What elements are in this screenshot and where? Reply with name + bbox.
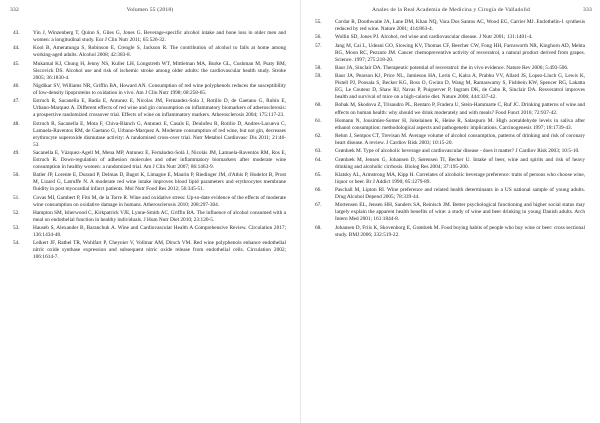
reference-item: [13, 30, 286, 44]
reference-text: Kool B, Ameratunga S, Robinson E, Crengle S, Jackson R. The contribution of alcohol to falls at home among working-aged adults. Alcohol 2008; 42:383-8.: [33, 45, 286, 59]
reference-number: 66.: [315, 187, 322, 194]
running-title: Anales de la Real Academia de Medicina y Cirugía de Valladolid: [372, 7, 530, 13]
reference-item: [13, 195, 286, 209]
reference-item: [315, 73, 585, 101]
reference-text: Yin J, Winzenberg T, Quinn S, Giles G, Jones G. Beverage-specific alcohol intake and bone loss in older men and women: a longitudinal study. Eur J Clin Nutr 2011; 65:526-32.: [33, 30, 286, 44]
reference-number: 55.: [315, 19, 322, 25]
reference-item: [315, 102, 585, 116]
right-page: [300, 0, 600, 423]
reference-item: [13, 150, 286, 171]
reference-item: [13, 225, 286, 239]
reference-number: 61.: [315, 117, 322, 124]
reference-number: 58.: [315, 64, 322, 71]
reference-number: 64.: [315, 156, 322, 163]
reference-item: [315, 202, 585, 223]
reference-item: [315, 225, 585, 239]
reference-item: [13, 45, 286, 59]
reference-number: 62.: [315, 133, 322, 140]
reference-text: Homann N, Jousimies-Somer H, Jokelainen K, Heine R, Salaspuro M. High acetaldehyde levels in saliva after ethanol consumption: methodological aspects and pathogenetic implications. Carcinogenesis 1997; 18:1739-43.: [335, 117, 585, 131]
reference-number: 57.: [315, 42, 322, 49]
reference-number: 60.: [315, 102, 322, 109]
reference-number: 44.: [13, 45, 20, 52]
reference-text: Grønbæk M, Jensen G, Johansen D, Sørensen TI, Becker U. Intake of beer, wine and spirits and risk of heavy drinking and alcoholic cirrhosis. Biolog Res 2004; 37:195-200.: [335, 156, 585, 170]
reference-text: Batler JP, Lorente E, Durand P, Delmas D, Bagot K, Limagne E, Maurin P, Riedinger JM, d'Athis P, Hudelot B, Prost M, Lizard G, Latruffe N. A moderate red wine intake improves blood lipid parameters and erythrocytes membrane fluidity in post myocardial infarct patients. Mol Nutr Food Res 2012; 56:345-51.: [33, 172, 286, 193]
reference-number: 43.: [13, 30, 20, 36]
reference-number: 68.: [315, 224, 322, 231]
reference-item: [13, 240, 286, 261]
reference-text: Estruch R, Sacanella E, Mota F, Chiva-Blanch G, Antunez E, Casals E, Deulofeu R, Rotilio D, Andres-Lacueva C, Lamuela-Raventos RM, de Gaetano G, Urbano-Marquez A. Moderate consumption of red wine, but not gin, decreases erythrocyte superoxide dismutase activity: A randomised cross-over trial. Nutr Metabol Cardiovasc Dis 2011; 21:46-53.: [33, 120, 286, 148]
reference-item: [13, 210, 286, 224]
reference-item: [315, 133, 585, 147]
reference-text: Cordar R, Douthwaite JA, Lane DM, Khan NQ, Vaca Dos Santos AC, Wood EG, Carrier MJ. Endothelin-1 synthesis reduced by red wine. Nature 2001; 414:863-4.: [335, 19, 585, 33]
reference-item: [315, 157, 585, 171]
reference-number: 49.: [13, 149, 20, 156]
reference-text: Grønbæk M. Type of alcoholic beverage and cardiovascular disease - does it matter? J Cardiov Risk 2003; 10:5-10.: [335, 148, 580, 155]
reference-number: 65.: [315, 171, 322, 178]
reference-text: Baur JA, Pearson KJ, Price NL, Jamieson HA, Lerin C, Kalra A, Prabhu VV, Allard JS, Lopez-Lluch G, Lewis K, Pistell PJ, Poosala S, Becker KG, Boss O, Gwinn D, Wang M, Ramaswamy S, Fishbein KW, Spencer RG, Lakatta EG, Le Couteur D, Shaw RJ, Navas P, Puigserver P, Ingram DK, de Cabo R, Sinclair DA. Resveratrol improves health and survival of mice on a high-calorie diet. Nature 2006; 444:337-42.: [335, 73, 585, 101]
reference-number: 51.: [13, 194, 20, 201]
reference-item: [315, 43, 585, 64]
reference-item: [315, 187, 585, 201]
reference-number: 47.: [13, 98, 20, 105]
reference-number: 46.: [13, 82, 20, 89]
reference-text: Jang M, Cai L, Udeani GO, Slowing KV, Thomas CF, Beecher CW, Fong HH, Farnsworth NR, Kinghorn AD, Mehta RG, Moon RC, Pezzuto JM. Cancer chemopreventive activity of resveratrol, a natural product derived from grapes. Science. 1997; 275:218-20.: [335, 42, 585, 63]
reference-number: 63.: [315, 148, 322, 155]
running-head: [301, 7, 600, 17]
reference-text: Johansen D, Friis K, Skovenborg E, Grønbæk M. Food buying habits of people who buy wine or beer: cross sectional study. BMJ 2006; 332:519-22.: [335, 224, 585, 238]
reference-number: 56.: [315, 34, 322, 41]
journal-volume: Volumen 55 (2018): [126, 7, 174, 13]
reference-item: [13, 172, 286, 193]
reference-number: 59.: [315, 73, 322, 80]
page-number: 333: [583, 7, 592, 13]
reference-number: 48.: [13, 120, 20, 127]
reference-item: [315, 19, 585, 33]
page-number: 332: [10, 7, 19, 13]
reference-text: Covas MI, Gambert P, Fitó M, de la Torre R. Wine and oxidative stress: Up-to-date evidence of the effects of moderate wine consumption on oxidative damage in humans. Atherosclerosis 2010; 208:297-304.: [33, 194, 286, 208]
reference-item: [315, 172, 585, 186]
reference-item: [315, 148, 585, 155]
reference-text: Bobak M, Skodova Z, Trisaudro PL, Rentaro P, Fradera U, Stein-Hammarte C, Ruf JC. Drinking patterns of wine and effects on human health: why should we drink moderately and with meals? Food Funct 2016; 72:937-42.: [335, 102, 585, 116]
reference-text: Rehm J, Sempos CT, Trevisan M. Average volume of alcohol consumption, patterns of drinking and risk of coronary heart disease. A review. J Cardiov Risk 2003; 10:15-20.: [335, 133, 585, 147]
reference-item: [315, 34, 585, 41]
reference-text: Mukamal KJ, Chung H, Jenny NS, Kuller LH, Longstreth WT, Mittleman MA, Burke GL, Cushman M, Psaty BM, Siscovick DS. Alcohol use and risk of ischemic stroke among older adults: the cardiovascular health study. Stroke 2005; 36:1830-4.: [33, 60, 286, 81]
reference-item: [13, 83, 286, 97]
reference-item: [315, 118, 585, 132]
reference-text: Sacanella E, Vázquez-Agell M, Mena MP, Antunez E, Fernández-Solà J, Nicolás JM, Lamuela-Raventós RM, Ros E, Estruch R. Down-regulation of adhesion molecules and other inflammatory biomarkers after moderate wine consumption in healthy women: a randomized trial. Am J Clin Nutr 2007; 86:1463-9.: [33, 149, 286, 170]
reference-text: Hauseb S, Alexander B, Baranchuk A. Wine and Cardiovascular Health A Comprehensive Review. Circulation 2017; 136:1434-48.: [33, 225, 286, 239]
reference-number: 53.: [13, 225, 20, 232]
reference-text: Leikert JF, Rathel TR, Wohlfart P, Cheynier V, Vollmar AM, Dirsch VM. Red wine polyphenols enhance endothelial nitric oxide synthase expression and subsequent nitric oxide release from endothelial cells. Circulation 2002; 106:1614-7.: [33, 240, 286, 261]
reference-number: 52.: [13, 209, 20, 216]
reference-text: Wollin SD, Jones PJ. Alcohol, red wine and cardiovascular disease. J Nutr 2001; 131:1401-4.: [335, 34, 533, 41]
reference-number: 54.: [13, 240, 20, 247]
reference-number: 50.: [13, 172, 20, 179]
reference-item: [315, 65, 585, 72]
reference-text: Paschall M, Lipton RI. Wine preference and related health determinants in a US national sample of young adults. Drug Alcohol Depend 2005; 78:339-44.: [335, 187, 585, 201]
reference-number: 67.: [315, 202, 322, 209]
reference-list: [315, 19, 585, 240]
reference-text: Baur JA, Sinclair DA. Therapeutic potential of resveratrol: the in vivo evidence. Nature Rev 2006; 5:493-506.: [335, 64, 569, 71]
reference-text: Nigdikar SV, Williams NR, Griffin BA, Howard AN. Consumption of red wine polyphenols reduces the susceptibility of low-density lipoproteins to oxidation in vivo. Am J Clin Nutr 1998; 68:258-65.: [33, 82, 286, 96]
reference-text: Estruch R, Sacanella E, Badia E, Antunez E, Nicolas JM, Fernandez-Sola J, Rotilio D, de Gaetano G, Rubin E, Urbano-Marquez A. Different effects of red wine and gin consumption on inflammatory biomarkers of atherosclerosis: a prospective randomized crossover trial. Effects of wine on inflammatory markers. Atherosclerosis 2004; 175:117-23.: [33, 98, 286, 119]
reference-text: Hampton SM, Isherwood C, Kirkpatrick VJE, Lynne-Smith AC, Griffin BA. The influence of alcohol consumed with a meal on endothelial function in healthy individuals. J Hum Nutr Diet 2010; 23:120-5.: [33, 209, 286, 223]
reference-text: Klatsky AL, Armstrong MA, Kipp H. Correlates of alcoholic beverage preference: traits of persons who choose wine, liquor or beer. Br J Addict 1990; 85:1279-89.: [335, 171, 585, 185]
reference-item: [13, 121, 286, 149]
reference-text: Mortensen EL, Jensen HH, Sanders SA, Reinisch JM. Better psychological functioning and higher social status may largely explain the apparent health benefits of wine: a study of wine and beer drinking in young Danish adults. Arch Intern Med 2001; 161:1844-8.: [335, 202, 585, 223]
running-head: [0, 7, 300, 17]
reference-item: [13, 61, 286, 82]
reference-number: 45.: [13, 60, 20, 67]
reference-item: [13, 98, 286, 119]
reference-list: [13, 30, 286, 263]
